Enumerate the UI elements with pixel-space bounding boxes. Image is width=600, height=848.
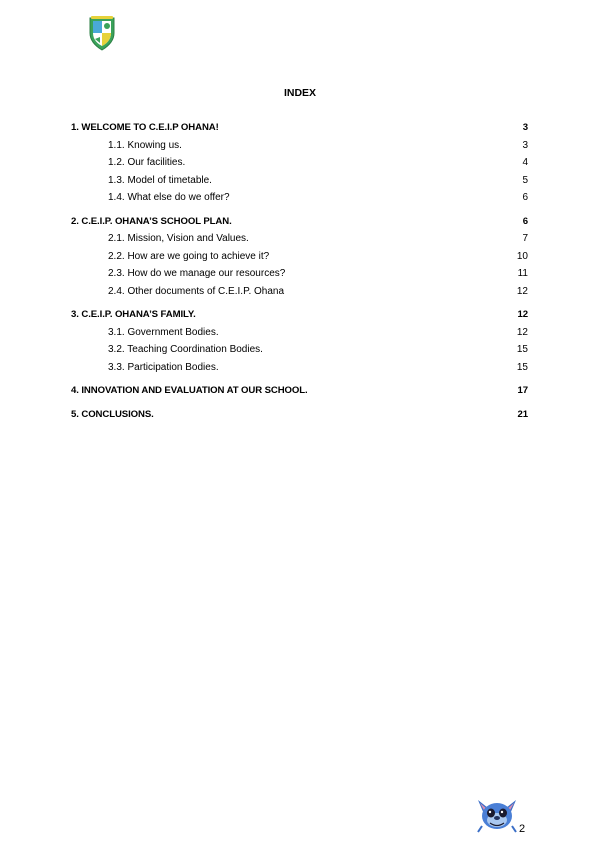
toc-entry-1-2[interactable] <box>71 154 528 172</box>
toc-entry-label: 2.4. Other documents of C.E.I.P. Ohana <box>108 285 285 297</box>
toc-entry-2-1[interactable] <box>71 230 528 248</box>
toc-page-number: 15 <box>516 361 528 373</box>
toc-entry-1-1[interactable] <box>71 137 528 155</box>
toc-page-number: 5 <box>522 174 528 186</box>
toc-entry-label: 2.2. How are we going to achieve it? <box>108 250 270 262</box>
toc-section-2[interactable] <box>71 213 528 231</box>
index-title: INDEX <box>283 87 317 99</box>
toc-section-3[interactable] <box>71 306 528 324</box>
toc-page-number: 17 <box>517 385 528 396</box>
toc-entry-label: 2.1. Mission, Vision and Values. <box>108 233 249 244</box>
toc-entry-2-3[interactable] <box>71 265 528 283</box>
toc-page-number: 3 <box>522 122 528 133</box>
toc-page-number: 7 <box>522 233 528 244</box>
toc-entry-label: 3. C.E.I.P. OHANA’S FAMILY. <box>71 309 196 320</box>
toc-entry-label: 1.3. Model of timetable. <box>108 174 212 186</box>
toc-entry-label: 3.2. Teaching Coordination Bodies. <box>108 344 263 355</box>
toc-entry-label: 3.1. Government Bodies. <box>108 326 219 338</box>
toc-entry-label: 2. C.E.I.P. OHANA’S SCHOOL PLAN. <box>71 215 232 227</box>
toc-page-number: 4 <box>522 157 528 168</box>
toc-section-4[interactable] <box>71 382 528 400</box>
toc-entry-label: 1.2. Our facilities. <box>108 157 186 168</box>
toc-page-number: 6 <box>522 192 528 203</box>
toc-page-number: 21 <box>517 408 528 420</box>
page-number: 2 <box>519 823 526 835</box>
toc-entry-label: 1.4. What else do we offer? <box>108 192 230 203</box>
toc-entry-3-2[interactable] <box>71 341 528 359</box>
school-crest-icon <box>87 15 117 51</box>
toc-entry-label: 1. WELCOME TO C.E.I.P OHANA! <box>71 122 219 133</box>
table-of-contents <box>71 119 528 423</box>
stitch-mascot-icon <box>474 792 520 834</box>
toc-entry-3-3[interactable] <box>71 359 528 377</box>
toc-page-number: 10 <box>516 250 528 262</box>
toc-entry-label: 5. CONCLUSIONS. <box>71 408 154 420</box>
toc-page-number: 12 <box>517 309 528 320</box>
toc-entry-1-3[interactable] <box>71 172 528 190</box>
toc-entry-label: 4. INNOVATION AND EVALUATION AT OUR SCHOOL. <box>71 385 308 396</box>
toc-entry-label: 1.1. Knowing us. <box>108 139 182 151</box>
toc-page-number: 3 <box>522 139 528 151</box>
toc-entry-label: 2.3. How do we manage our resources? <box>108 268 286 279</box>
toc-page-number: 12 <box>516 285 528 297</box>
toc-page-number: 6 <box>522 215 528 227</box>
toc-page-number: 12 <box>516 326 528 338</box>
toc-page-number: 11 <box>517 268 528 279</box>
toc-entry-1-4[interactable] <box>71 189 528 207</box>
toc-entry-3-1[interactable] <box>71 324 528 342</box>
toc-section-1[interactable] <box>71 119 528 137</box>
toc-entry-2-4[interactable] <box>71 283 528 301</box>
toc-entry-2-2[interactable] <box>71 248 528 266</box>
toc-page-number: 15 <box>516 344 528 355</box>
toc-section-5[interactable] <box>71 406 528 424</box>
toc-entry-label: 3.3. Participation Bodies. <box>108 361 219 373</box>
